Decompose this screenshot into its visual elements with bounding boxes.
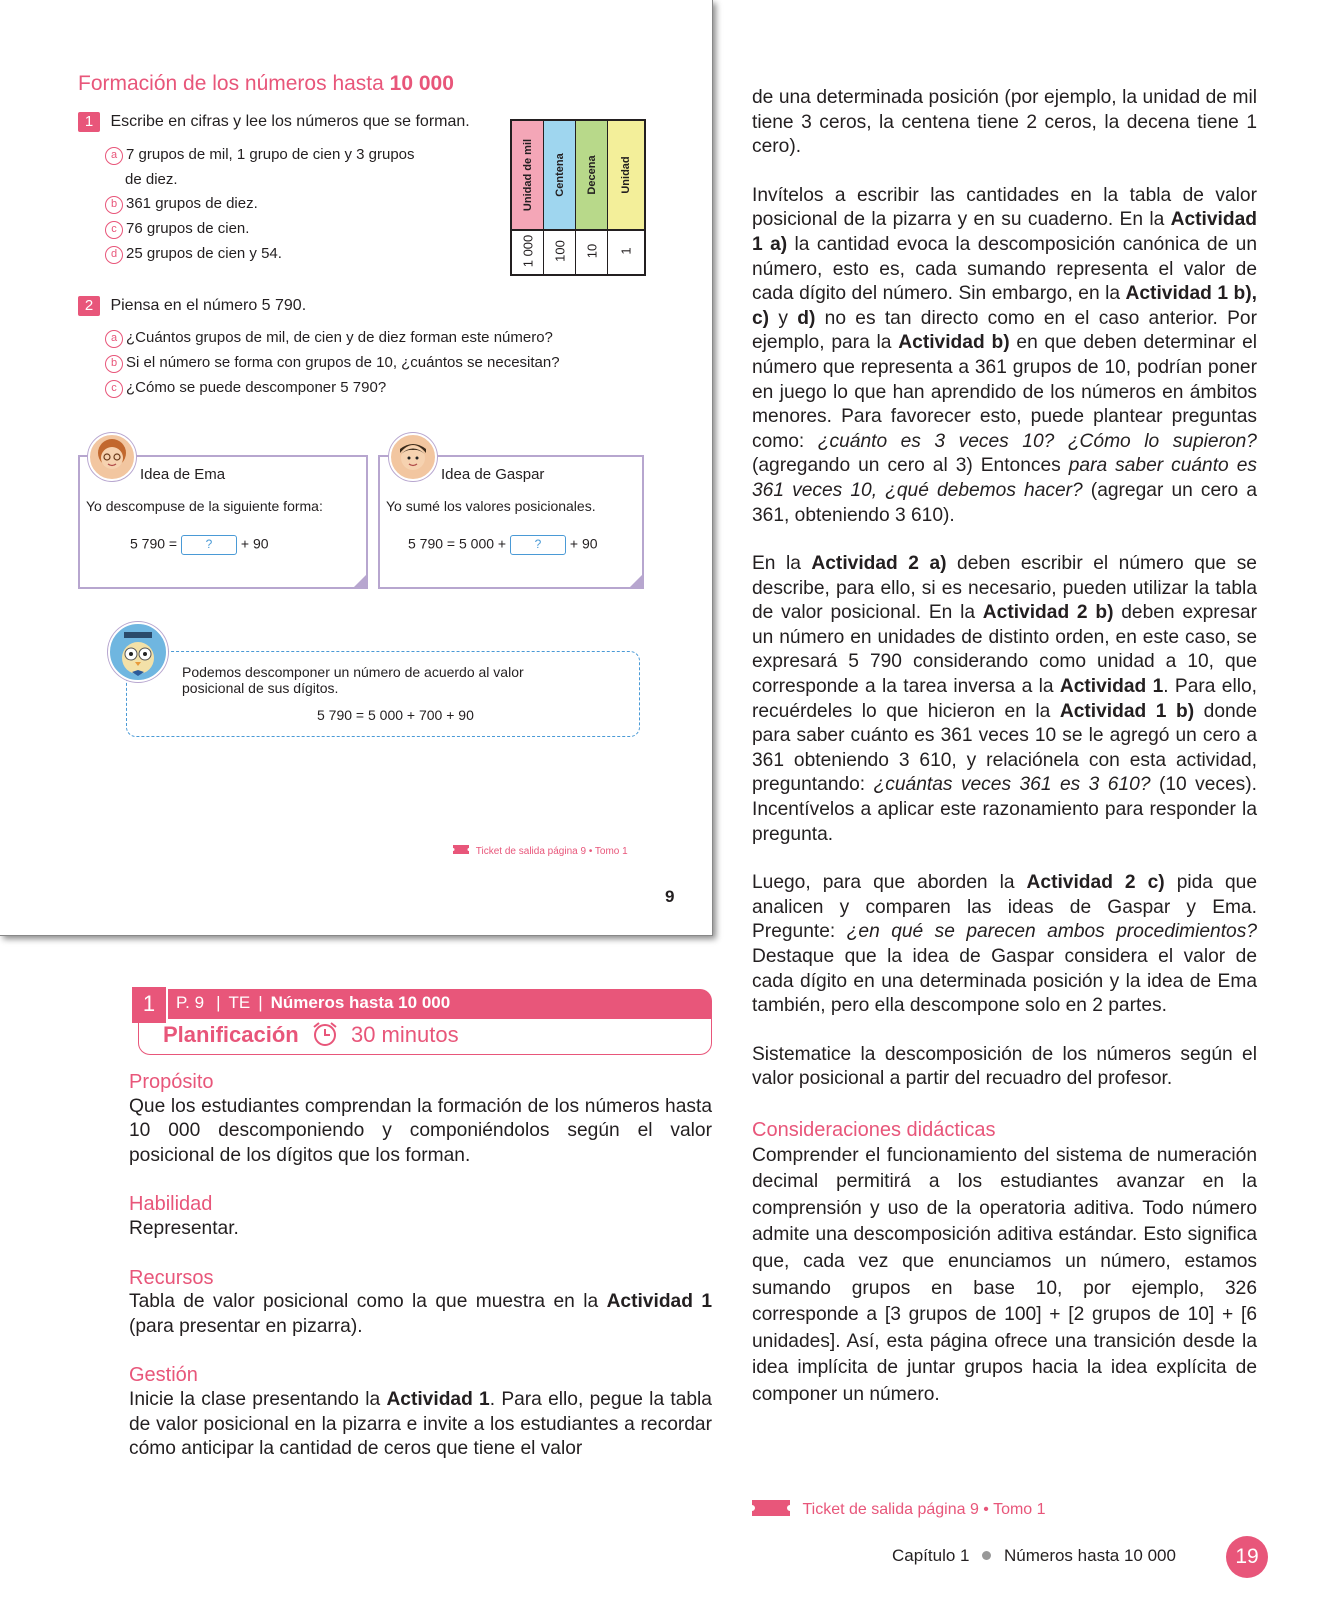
right-paragraph-2: Invítelos a escribir las cantidades en la tabla de valor posicional de la pizarra y en su cuaderno. En la Actividad 1 a) la cantidad evoca la descomposición canónica de un número, esto es, cada sumando representa el valor de cada dígito del número. Sin embargo, en la Actividad 1 b), c) y d) no es tan directo como en el caso anterior. Por ejemplo, para la Actividad b) en que deben determinar el número que representa a 361 grupos de 10, podrían poner en juego lo que han aprendido de los números en ámbitos menores. Para favorecer esto, puede plantear preguntas como: ¿cuánto es 3 veces 10? ¿Cómo lo supieron? (agregando un cero al 3) Entonces para saber cuánto es 361 veces 10, ¿qué debemos hacer? (agregar un cero a 361, obteniendo 3 610). [752, 184, 1258, 526]
book-page-number: 9 [665, 887, 675, 906]
activity-2a: a ¿Cuántos grupos de mil, de cien y de diez forman este número? [105, 329, 553, 348]
activity-1c: c 76 grupos de cien. [105, 220, 249, 239]
activity-1b: b 361 grupos de diez. [105, 195, 258, 214]
ticket-icon [752, 1500, 790, 1521]
teacher-note-text: Podemos descomponer un número de acuerdo al valor posicional de sus dígitos. [182, 664, 524, 696]
recursos-heading: Recursos [129, 1266, 214, 1289]
footer-chapter: Capítulo 1 Números hasta 10 000 [892, 1546, 1176, 1565]
planning-bar-text: P. 9 | TE | Números hasta 10 000 [176, 993, 451, 1012]
student-book-page [0, 0, 713, 936]
teacher-note-equation: 5 790 = 5 000 + 700 + 90 [317, 707, 474, 723]
idea-ema-equation: 5 790 = ? + 90 [130, 535, 269, 555]
recursos-text: Tabla de valor posicional como la que muestra en la Actividad 1 (para presentar en pizarra). [129, 1291, 712, 1337]
right-paragraph-1: de una determinada posición (por ejemplo, la unidad de mil tiene 3 ceros, la centena tiene 2 ceros, la decena tiene 1 cero). [752, 87, 1257, 158]
guide-ticket: Ticket de salida página 9 • Tomo 1 [752, 1500, 1046, 1521]
planning-label: Planificación 30 minutos [163, 1021, 459, 1053]
ticket-icon [453, 846, 469, 857]
activity-1: 1 Escribe en cifras y lee los números que se forman. [78, 112, 470, 132]
idea-gaspar-equation: 5 790 = 5 000 + ? + 90 [408, 535, 598, 555]
owl-teacher-avatar [108, 622, 168, 682]
ema-avatar [88, 433, 136, 481]
planning-lesson-number: 1 [130, 985, 168, 1025]
activity-1a: a 7 grupos de mil, 1 grupo de cien y 3 grupos [105, 146, 415, 165]
place-value-table [510, 119, 646, 276]
book-ticket: Ticket de salida página 9 • Tomo 1 [453, 845, 628, 857]
gaspar-avatar [389, 433, 437, 481]
gestion-text: Inicie la clase presentando la Actividad 1. Para ello, pegue la tabla de valor posicional en la pizarra e invite a los estudiantes a recordar cómo anticipar la cantidad de ceros que tiene el valor [129, 1388, 712, 1460]
pvt-col-centena: Centena 100 [544, 121, 576, 274]
pvt-col-unidad: Unidad 1 [608, 121, 644, 274]
consideraciones-heading: Consideraciones didácticas [752, 1118, 996, 1141]
activity-1d: d 25 grupos de cien y 54. [105, 245, 282, 264]
habilidad-text: Representar. [129, 1217, 239, 1239]
pvt-col-unidad-de-mil: Unidad de mil 1 000 [512, 121, 544, 274]
consideraciones-text: Comprender el funcionamiento del sistema de numeración decimal permitirá a los estudiantes avanzar en la comprensión y uso de la operatoria aditiva. Todo número admite una descomposición aditiva estándar. Esto significa que, cada vez que enunciamos un número, estamos sumando grupos en base 10, por ejemplo, 326 corresponde a [3 grupos de 100] + [2 grupos de 10] + [6 unidades]. Así, esta página ofrece una transición desde la idea implícita de juntar grupos hacia la idea explícita de componer un número. [752, 1144, 1257, 1405]
activity-1-badge: 1 [78, 112, 100, 132]
idea-ema-title: Idea de Ema [140, 466, 226, 483]
pvt-col-decena: Decena 10 [576, 121, 608, 274]
bullet-dot-icon [982, 1551, 991, 1560]
alarm-clock-icon [311, 1021, 339, 1053]
planning-box [138, 1019, 712, 1055]
planning-bar [130, 989, 712, 1019]
activity-2c: c ¿Cómo se puede descomponer 5 790? [105, 379, 386, 398]
activity-1a-cont: de diez. [125, 171, 178, 188]
activity-2: 2 Piensa en el número 5 790. [78, 296, 306, 316]
proposito-text: Que los estudiantes comprendan la formación de los números hasta 10 000 descomponiendo y componiéndolos según el valor posicional de los dígitos que los forman. [129, 1095, 712, 1166]
right-paragraph-4: Luego, para que aborden la Actividad 2 c) pida que analicen y comparen las ideas de Gaspar y Ema. Pregunte: ¿en qué se parecen ambos procedimientos? Destaque que la idea de Gaspar considera el valor de cada dígito en una determinada posición y la idea de Ema también, pero ella descompone solo en 2 partes. [752, 872, 1258, 1017]
idea-gaspar-text: Yo sumé los valores posicionales. [386, 498, 596, 514]
right-column [752, 86, 1257, 1409]
left-column [129, 1070, 712, 1462]
right-paragraph-3: En la Actividad 2 a) deben escribir el número que se describe, para ello, si es necesario, pueden utilizar la tabla de valor posicional. En la Actividad 2 b) deben expresar un número en unidades de distinto orden, en este caso, se expresará 5 790 considerando como unidad a 10, que corresponde a la tarea inversa a la Actividad 1. Para ello, recuérdeles lo que hicieron en la Actividad 1 b) donde para saber cuánto es 361 veces 10 se le agregó un cero a 361 obteniendo 3 610, y relaciónela con esta actividad, preguntando: ¿cuántas veces 361 es 3 610? (10 veces). Incentívelos a aplicar este razonamiento para responder la pregunta. [752, 553, 1257, 845]
gestion-heading: Gestión [129, 1364, 198, 1387]
idea-ema-text: Yo descompuse de la siguiente forma: [86, 498, 323, 514]
teacher-note-box [126, 651, 640, 737]
book-section-title: Formación de los números hasta 10 000 [78, 72, 454, 95]
activity-2-badge: 2 [78, 296, 100, 316]
habilidad-heading: Habilidad [129, 1193, 213, 1216]
footer-page-number: 19 [1226, 1536, 1268, 1578]
proposito-heading: Propósito [129, 1071, 214, 1093]
right-paragraph-5: Sistematice la descomposición de los números según el valor posicional a partir del recuadro del profesor. [752, 1043, 1257, 1090]
idea-gaspar-title: Idea de Gaspar [441, 466, 545, 483]
activity-2b: b Si el número se forma con grupos de 10, ¿cuántos se necesitan? [105, 354, 560, 373]
